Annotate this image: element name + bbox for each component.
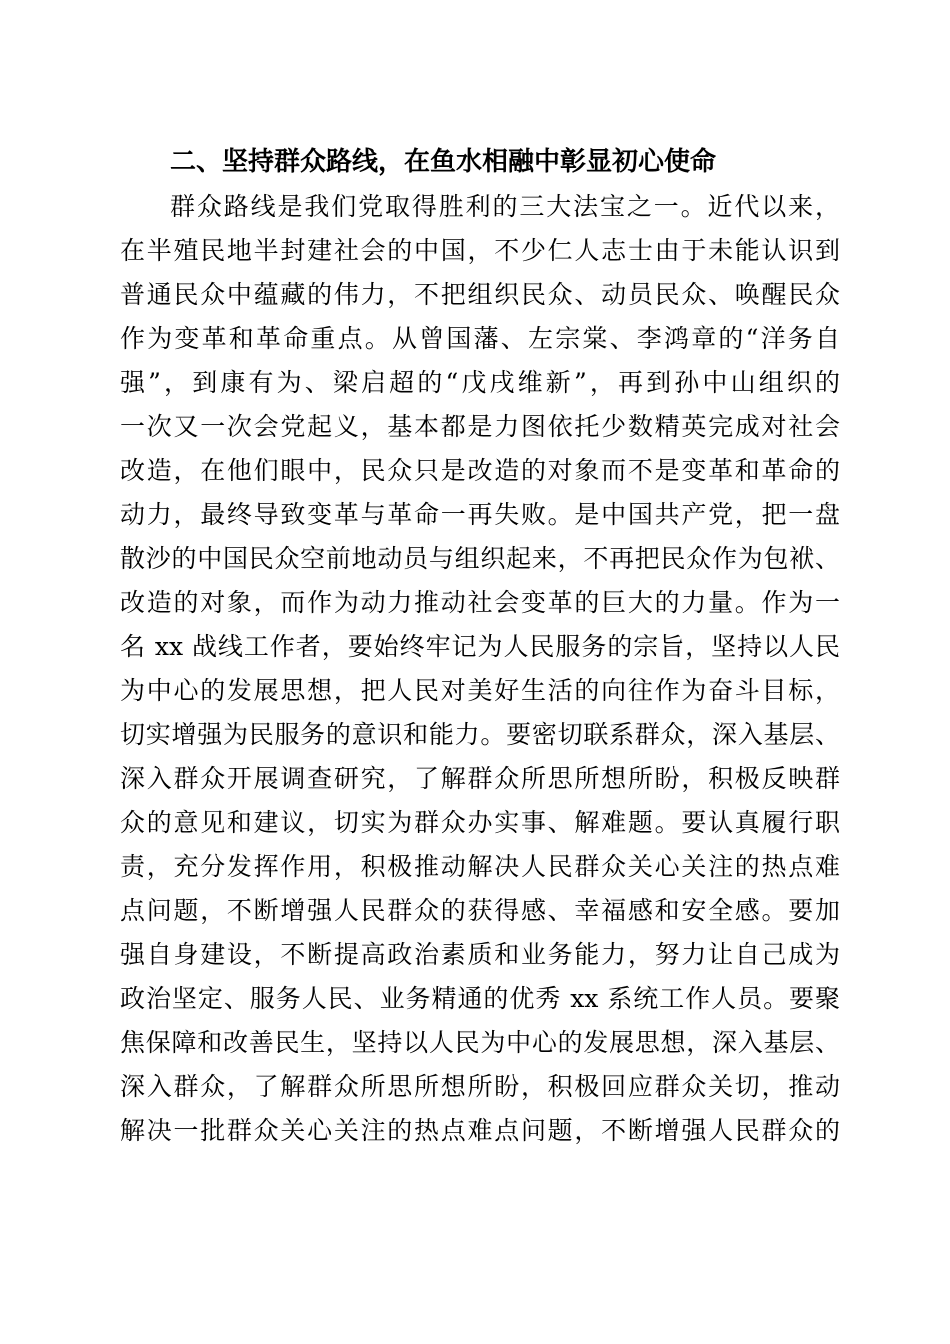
paragraph-line: 众的意见和建议，切实为群众办实事、解难题。要认真履行职 bbox=[120, 808, 840, 837]
body-paragraph bbox=[120, 185, 840, 1153]
paragraph-line: 焦保障和改善民生，坚持以人民为中心的发展思想，深入基层、 bbox=[120, 1028, 840, 1057]
paragraph-line: 责，充分发挥作用，积极推动解决人民群众关心关注的热点难 bbox=[120, 852, 840, 881]
paragraph-line: 作为变革和革命重点。从曾国藩、左宗棠、李鸿章的“洋务自 bbox=[120, 324, 840, 353]
paragraph-line: 一次又一次会党起义，基本都是力图依托少数精英完成对社会 bbox=[120, 412, 840, 441]
paragraph-line: 群众路线是我们党取得胜利的三大法宝之一。近代以来， bbox=[170, 192, 840, 221]
paragraph-line: 改造的对象，而作为动力推动社会变革的巨大的力量。作为一 bbox=[120, 588, 840, 617]
paragraph-line: 强”，到康有为、梁启超的“戊戌维新”，再到孙中山组织的 bbox=[120, 368, 840, 397]
paragraph-line: 政治坚定、服务人民、业务精通的优秀 xx 系统工作人员。要聚 bbox=[120, 984, 840, 1013]
paragraph-line: 强自身建设，不断提高政治素质和业务能力，努力让自己成为 bbox=[120, 940, 840, 969]
paragraph-line: 解决一批群众关心关注的热点难点问题，不断增强人民群众的 bbox=[120, 1116, 840, 1145]
paragraph-line: 名 xx 战线工作者，要始终牢记为人民服务的宗旨，坚持以人民 bbox=[120, 632, 840, 661]
section-heading: 二、坚持群众路线，在鱼水相融中彰显初心使命 bbox=[170, 147, 717, 177]
paragraph-line: 点问题，不断增强人民群众的获得感、幸福感和安全感。要加 bbox=[120, 896, 840, 925]
paragraph-line: 切实增强为民服务的意识和能力。要密切联系群众，深入基层、 bbox=[120, 720, 840, 749]
paragraph-line: 散沙的中国民众空前地动员与组织起来，不再把民众作为包袱、 bbox=[120, 544, 840, 573]
paragraph-line: 为中心的发展思想，把人民对美好生活的向往作为奋斗目标， bbox=[120, 676, 840, 705]
paragraph-line: 普通民众中蕴藏的伟力，不把组织民众、动员民众、唤醒民众 bbox=[120, 280, 840, 309]
paragraph-line: 在半殖民地半封建社会的中国，不少仁人志士由于未能认识到 bbox=[120, 236, 840, 265]
paragraph-line: 深入群众开展调查研究，了解群众所思所想所盼，积极反映群 bbox=[120, 764, 840, 793]
paragraph-line: 动力，最终导致变革与革命一再失败。是中国共产党，把一盘 bbox=[120, 500, 840, 529]
paragraph-line: 深入群众，了解群众所思所想所盼，积极回应群众关切，推动 bbox=[120, 1072, 840, 1101]
paragraph-line: 改造，在他们眼中，民众只是改造的对象而不是变革和革命的 bbox=[120, 456, 840, 485]
